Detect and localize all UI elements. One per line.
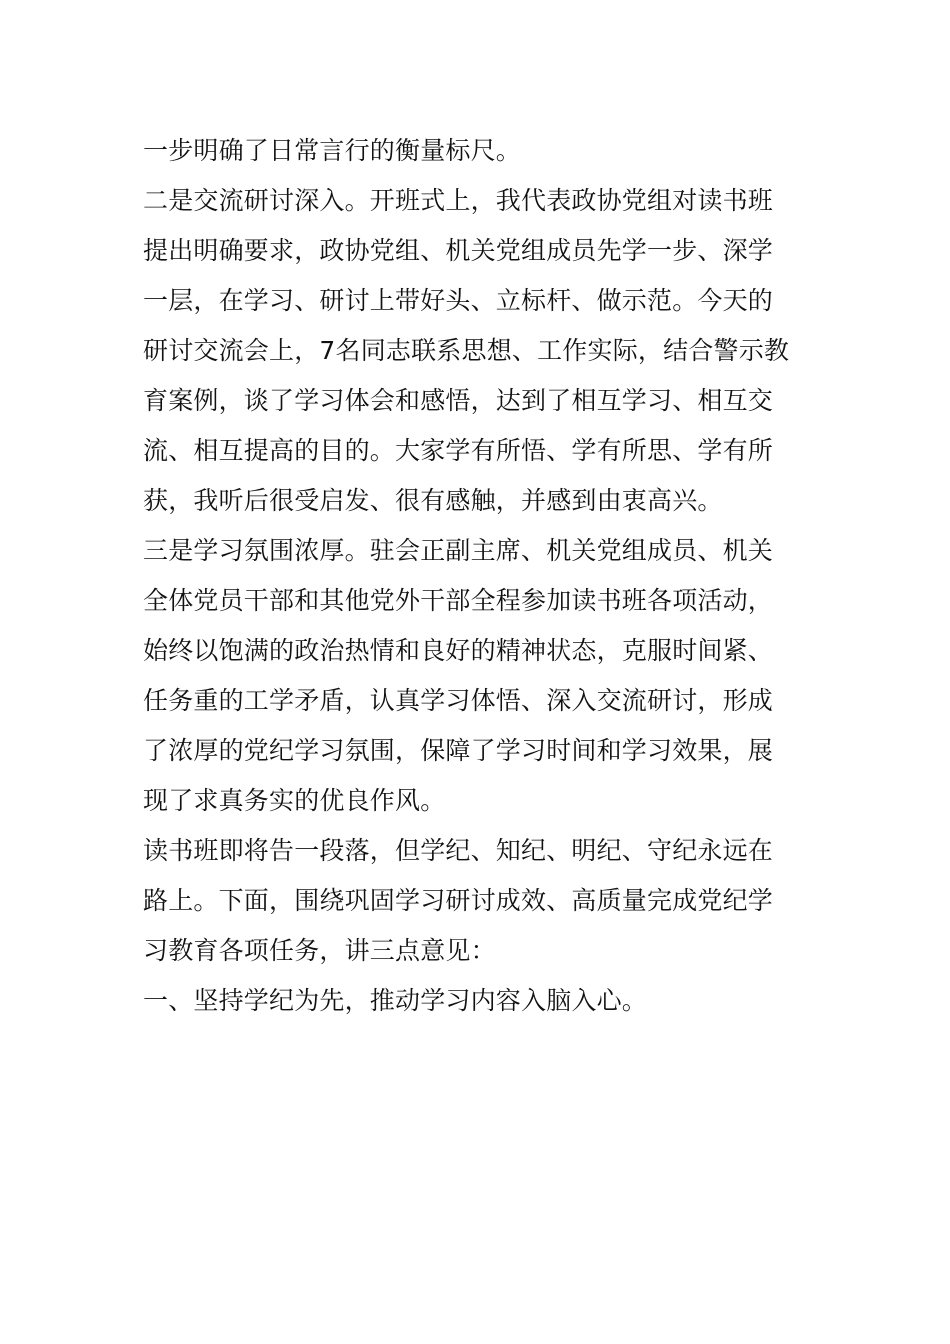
text-line: 读书班即将告一段落，但学纪、知纪、明纪、守纪永远在 [143, 836, 774, 865]
text-line: 三是学习氛围浓厚。驻会正副主席、机关党组成员、机关 [143, 536, 774, 565]
text-line: 获，我听后很受启发、很有感触，并感到由衷高兴。 [143, 486, 723, 515]
text-line: 一步明确了日常言行的衡量标尺。 [143, 136, 522, 165]
text-line: 习教育各项任务，讲三点意见： [143, 936, 496, 965]
document-body [143, 126, 807, 1026]
text-line: 全体党员干部和其他党外干部全程参加读书班各项活动， [143, 586, 774, 615]
text-line: 一层，在学习、研讨上带好头、立标杆、做示范。今天的 [143, 286, 774, 315]
section-heading: 一、坚持学纪为先，推动学习内容入脑入心。 [143, 986, 648, 1015]
text-line: 二是交流研讨深入。开班式上，我代表政协党组对读书班 [143, 186, 774, 215]
text-line: 现了求真务实的优良作风。 [143, 786, 446, 815]
text-line: 育案例，谈了学习体会和感悟，达到了相互学习、相互交 [143, 386, 774, 415]
text-line: 提出明确要求，政协党组、机关党组成员先学一步、深学 [143, 236, 774, 265]
text-line: 了浓厚的党纪学习氛围，保障了学习时间和学习效果，展 [143, 736, 774, 765]
text-line: 始终以饱满的政治热情和良好的精神状态，克服时间紧、 [143, 636, 774, 665]
text-line: 路上。下面，围绕巩固学习研讨成效、高质量完成党纪学 [143, 886, 774, 915]
text-line: 任务重的工学矛盾，认真学习体悟、深入交流研讨，形成 [143, 686, 774, 715]
text-line: 研讨交流会上，7名同志联系思想、工作实际，结合警示教 [143, 336, 790, 365]
text-line: 流、相互提高的目的。大家学有所悟、学有所思、学有所 [143, 436, 774, 465]
